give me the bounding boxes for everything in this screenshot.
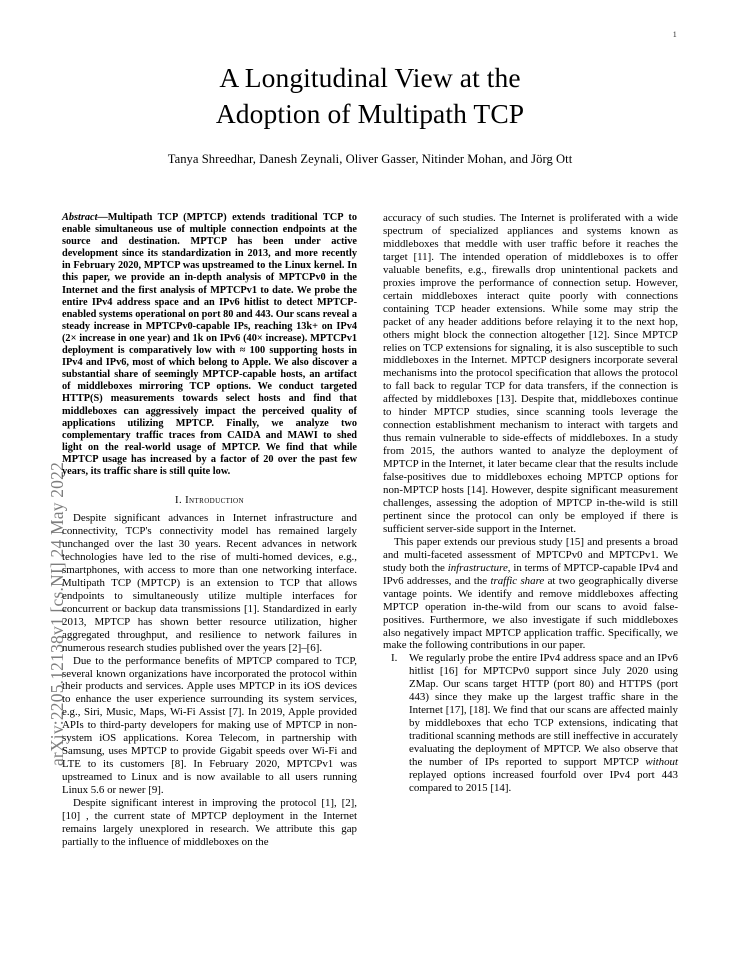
list-item-part-2: replayed options increased fourfold over IPv4 port 443 compared to 2015 [14]. [409, 768, 678, 794]
contributions-list [383, 652, 678, 794]
left-column [62, 212, 357, 932]
list-item-part-1: We regularly probe the entire IPv4 address space and an IPv6 hitlist [16] for MPTCPv0 support since July 2020 using ZMap. Our scans target HTTP (port 80) and HTTPS (port 443) since they make up the largest traffic share in the Internet [17], [18]. We find that our scans are affected mainly by middleboxes that echo TCP extensions, indicating that traditional scanning methods are still ineffective in accurately evaluating the deployment of MPTCP. We also observe that the number of IPs reported to support MPTCP [409, 652, 678, 769]
page-title [62, 60, 678, 132]
emphasis-without: without [645, 756, 678, 769]
intro-paragraph-4 [383, 536, 678, 653]
list-item-marker: I. [391, 652, 398, 665]
paragraph-4-part-1: This paper extends our previous study [15] and presents a broad and multi-faceted assessment of MPTCPv0 and MPTCPv1. We study both the [383, 535, 678, 574]
paper-title-line-2: Adoption of Multipath TCP [215, 98, 525, 129]
body-columns [62, 212, 678, 932]
paper-title-line-1: A Longitudinal View at the [219, 62, 521, 93]
author-list: Tanya Shreedhar, Danesh Zeynali, Oliver Gasser, Nitinder Mohan, and Jörg Ott [167, 152, 573, 166]
paragraph-4-part-3: at two geographically diverse vantage points. We identify and remove middleboxes affecting MPTCP operation in-the-wild from our scans to avoid false-positives. Furthermore, we also investigate if such middleboxes also negatively impact MPTCP application traffic. Specifically, we make the following contributions in our paper. [383, 574, 679, 652]
abstract [62, 212, 357, 478]
intro-paragraph-2: Due to the performance benefits of MPTCP compared to TCP, several known organizations have incorporated the protocol within their products and services. Apple uses MPTCP in its iOS devices to enhance the user experience surrounding its system services, e.g., Siri, Music, Maps, Wi-Fi Assist [7]. In 2019, Apple provided APIs to third-party developers for making use of MPTCP in non-system iOS applications. Korea Telecom, in partnership with Samsung, uses MPTCP to provide Gigabit speeds over Wi-Fi and LTE to its customers [8]. In February 2020, MPTCPv1 was upstreamed to Linux and is now available to all users running Linux 5.6 or newer [9]. [62, 654, 357, 797]
list-item [383, 652, 678, 794]
abstract-text: Multipath TCP (MPTCP) extends traditional TCP to enable simultaneous use of multiple connection endpoints at the source and destination. MPTCP has been under active development since its standardization in 2013, and more recently in February 2020, MPTCP was upstreamed to the Linux kernel. In this paper, we provide an in-depth analysis of MPTCPv0 in the Internet and the first analysis of MPTCPv1 to date. We probe the entire IPv4 address space and an IPv6 hitlist to detect MPTCP-enabled systems operational on port 80 and 443. Our scans reveal a steady increase in MPTCPv0-capable IPs, reaching 13k+ on IPv4 (2× increase in one year) and 1k on IPv6 (40× increase). MPTCPv1 deployment is comparatively low with ≈ 100 supporting hosts in IPv4 and IPv6, most of which belong to Apple. We also discover a substantial share of seemingly MPTCP-capable hosts, an artifact of middleboxes mirroring TCP options. We conduct targeted HTTP(S) measurements towards select hosts and find that middleboxes can aggressively impact the perceived quality of applications utilizing MPTCP. Finally, we analyze two complementary traffic traces from CAIDA and MAWI to shed light on the real-world usage of MPTCP. We find that while MPTCP usage has increased by a factor of 20 over the past few years, its traffic share is still quite low. [62, 212, 357, 477]
section-heading-introduction: I. Introduction [175, 495, 244, 507]
page-number: 1 [672, 30, 677, 39]
abstract-label: Abstract [62, 212, 98, 223]
paragraph-4-part-2: , in terms of MPTCP-capable IPv4 and IPv6 addresses, and the [383, 561, 678, 587]
arxiv-identifier-stamp: arXiv:2205.12138v1 [cs.NI] 24 May 2022 [47, 461, 67, 767]
right-column [383, 212, 678, 932]
intro-paragraph-3: Despite significant interest in improving the protocol [1], [2], [10] , the current state of MPTCP deployment in the Internet remains largely unexplored in research. We attribute this gap partially to the influence of middleboxes on the [62, 797, 357, 848]
title-block [62, 60, 678, 167]
abstract-dash: — [97, 212, 108, 223]
intro-paragraph-3-continuation: accuracy of such studies. The Internet is proliferated with a wide spectrum of specialized appliances and systems known as middleboxes that meddle with user traffic before it reaches the target [11]. The intended operation of middleboxes is to offer valuable benefits, e.g., firewalls drop unintentional packets and proxies improve the performance of connection setup. However, certain middleboxes interact quite poorly with connections containing TCP header extensions. While some may strip the packet of any header additions before relaying it to the next hop, others might block the connection altogether [12]. Since MPTCP relies on TCP extensions for signaling, it is also susceptible to such middleboxes in the Internet. MPTCP designers incorporate several mechanisms into the protocol specification that allows the protocol to fall back to regular TCP for data transfers, if the connection is affected by middleboxes [13]. Despite that, middleboxes continue to hinder MPTCP studies, since scanning tools leverage the connection establishment mechanism to interact with targets and thus remain vulnerable to side-effects of middleboxes. In a study from 2015, the authors wanted to analyze the deployment of MPTCP in the Internet, it later became clear that the results include false-positives due to middleboxes echoing MPTCP options for non-MPTCP hosts [14]. However, despite significant measurement challenges, assessing the adoption of MPTCP in-the-wild is still pertinent since the protocol can only be employed if there is sufficient server-side support in the Internet. [383, 212, 678, 535]
intro-paragraph-1: Despite significant advances in Internet infrastructure and connectivity, TCP's connectivity model has remained largely unchanged over the last 30 years. Recent advances in network technologies have led to the rise of multi-homed devices, e.g., smartphones, with access to more than one networking interface. Multipath TCP (MPTCP) is an extension to TCP that allows endpoints to simultaneously utilize multiple interfaces for concurrent or backup data transmissions [1]. Standardized in early 2013, MPTCP has shown better resource utilization, higher aggregated throughput, and resilience to network failures in numerous research studies published over the years [2]–[6]. [62, 512, 357, 654]
emphasis-infrastructure: infrastructure [447, 561, 508, 574]
emphasis-traffic-share: traffic share [490, 574, 545, 587]
